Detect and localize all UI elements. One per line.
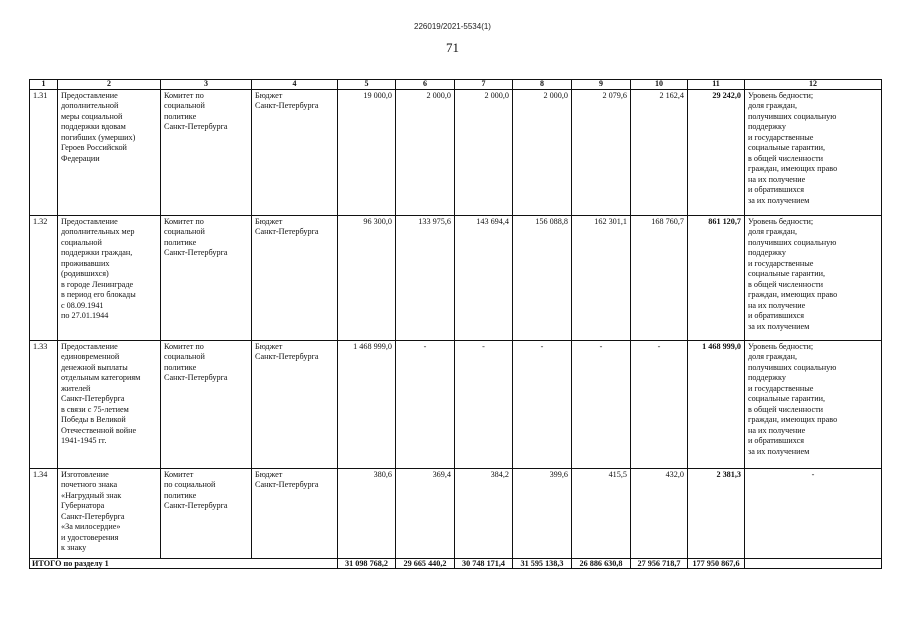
amount-col7: 2 000,0 bbox=[455, 89, 513, 215]
amount-col5: 380,6 bbox=[338, 468, 396, 558]
amount-col8: 2 000,0 bbox=[513, 89, 572, 215]
executor: Комитет по социальной политике Санкт-Петербурга bbox=[161, 89, 252, 215]
column-header: 4 bbox=[252, 80, 338, 90]
total-col11: 177 950 867,6 bbox=[688, 558, 745, 568]
funding-source: Бюджет Санкт-Петербурга bbox=[252, 215, 338, 340]
amount-col10: 2 162,4 bbox=[631, 89, 688, 215]
amount-col10: 432,0 bbox=[631, 468, 688, 558]
table-row bbox=[30, 215, 882, 340]
amount-col6: - bbox=[396, 340, 455, 468]
column-header: 1 bbox=[30, 80, 58, 90]
amount-col8: 156 088,8 bbox=[513, 215, 572, 340]
indicator-text: Уровень бедности; доля граждан, получивших социальную поддержку и государственные социальные гарантии, в общей численности граждан, имеющих право на их получение и обратившихся за их получением bbox=[745, 215, 882, 340]
amount-col6: 369,4 bbox=[396, 468, 455, 558]
amount-col10: - bbox=[631, 340, 688, 468]
column-header: 3 bbox=[161, 80, 252, 90]
funding-source: Бюджет Санкт-Петербурга bbox=[252, 89, 338, 215]
column-header: 6 bbox=[396, 80, 455, 90]
total-row bbox=[30, 558, 882, 568]
table-row bbox=[30, 340, 882, 468]
table-row bbox=[30, 89, 882, 215]
row-number: 1.33 bbox=[30, 340, 58, 468]
amount-col8: 399,6 bbox=[513, 468, 572, 558]
column-number-row bbox=[30, 80, 882, 90]
column-header: 2 bbox=[58, 80, 161, 90]
total-col8: 31 595 138,3 bbox=[513, 558, 572, 568]
indicator-text: Уровень бедности; доля граждан, получивших социальную поддержку и государственные социальные гарантии, в общей численности граждан, имеющих право на их получение и обратившихся за их получением bbox=[745, 340, 882, 468]
executor: Комитет по социальной политике Санкт-Петербурга bbox=[161, 340, 252, 468]
measure-name: Предоставление дополнительных мер социальной поддержки граждан, проживавших (родившихся) в городе Ленинграде в период его блокады с 08.09.1941 по 27.01.1944 bbox=[58, 215, 161, 340]
measure-name: Предоставление единовременной денежной выплаты отдельным категориям жителей Санкт-Петербурга в связи с 75-летием Победы в Великой Отечественной войне 1941-1945 гг. bbox=[58, 340, 161, 468]
amount-total: 2 381,3 bbox=[688, 468, 745, 558]
column-header: 5 bbox=[338, 80, 396, 90]
amount-total: 1 468 999,0 bbox=[688, 340, 745, 468]
total-col5: 31 098 768,2 bbox=[338, 558, 396, 568]
measure-name: Предоставление дополнительной меры социальной поддержки вдовам погибших (умерших) Героев Российской Федерации bbox=[58, 89, 161, 215]
amount-col7: 143 694,4 bbox=[455, 215, 513, 340]
indicator-text: Уровень бедности; доля граждан, получивших социальную поддержку и государственные социальные гарантии, в общей численности граждан, имеющих право на их получение и обратившихся за их получением bbox=[745, 89, 882, 215]
column-header: 10 bbox=[631, 80, 688, 90]
amount-col7: 384,2 bbox=[455, 468, 513, 558]
amount-col5: 96 300,0 bbox=[338, 215, 396, 340]
total-col7: 30 748 171,4 bbox=[455, 558, 513, 568]
total-col6: 29 665 440,2 bbox=[396, 558, 455, 568]
amount-total: 861 120,7 bbox=[688, 215, 745, 340]
total-col9: 26 886 630,8 bbox=[572, 558, 631, 568]
amount-col5: 1 468 999,0 bbox=[338, 340, 396, 468]
funding-source: Бюджет Санкт-Петербурга bbox=[252, 340, 338, 468]
row-number: 1.32 bbox=[30, 215, 58, 340]
amount-col5: 19 000,0 bbox=[338, 89, 396, 215]
amount-col9: 415,5 bbox=[572, 468, 631, 558]
budget-table bbox=[29, 79, 882, 569]
executor: Комитет по социальной политике Санкт-Петербурга bbox=[161, 468, 252, 558]
executor: Комитет по социальной политике Санкт-Петербурга bbox=[161, 215, 252, 340]
measure-name: Изготовление почетного знака «Нагрудный знак Губернатора Санкт-Петербурга «За милосердие» и удостоверения к знаку bbox=[58, 468, 161, 558]
funding-source: Бюджет Санкт-Петербурга bbox=[252, 468, 338, 558]
column-header: 9 bbox=[572, 80, 631, 90]
amount-col9: - bbox=[572, 340, 631, 468]
total-col10: 27 956 718,7 bbox=[631, 558, 688, 568]
amount-col9: 2 079,6 bbox=[572, 89, 631, 215]
row-number: 1.34 bbox=[30, 468, 58, 558]
column-header: 8 bbox=[513, 80, 572, 90]
column-header: 7 bbox=[455, 80, 513, 90]
total-empty-cell bbox=[745, 558, 882, 568]
column-header: 11 bbox=[688, 80, 745, 90]
amount-col7: - bbox=[455, 340, 513, 468]
amount-col8: - bbox=[513, 340, 572, 468]
row-number: 1.31 bbox=[30, 89, 58, 215]
amount-col10: 168 760,7 bbox=[631, 215, 688, 340]
column-header: 12 bbox=[745, 80, 882, 90]
amount-col9: 162 301,1 bbox=[572, 215, 631, 340]
page-number: 71 bbox=[446, 40, 459, 55]
amount-total: 29 242,0 bbox=[688, 89, 745, 215]
document-id: 226019/2021-5534(1) bbox=[414, 22, 491, 31]
table-row bbox=[30, 468, 882, 558]
total-label: ИТОГО по разделу 1 bbox=[30, 558, 338, 568]
indicator-text: - bbox=[745, 468, 882, 558]
amount-col6: 133 975,6 bbox=[396, 215, 455, 340]
amount-col6: 2 000,0 bbox=[396, 89, 455, 215]
